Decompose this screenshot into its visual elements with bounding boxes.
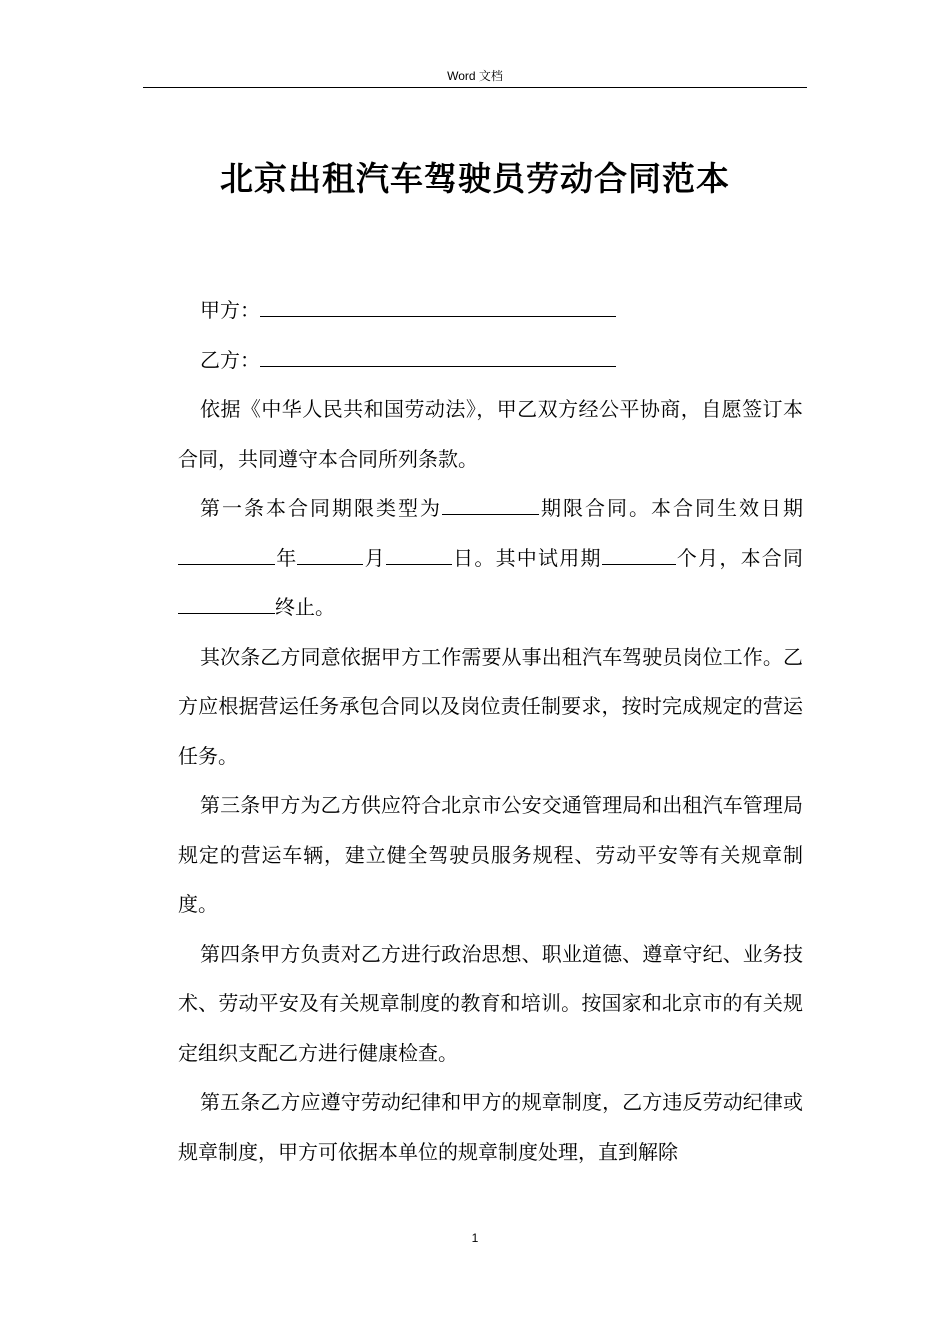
article-1-text-2: 期限合同。本合同生效日期 xyxy=(539,496,803,520)
article-1-text-5: 日。其中试用期 xyxy=(451,545,602,570)
party-a-label: 甲方： xyxy=(200,298,260,322)
header-divider xyxy=(143,87,807,88)
contract-type-blank[interactable] xyxy=(442,513,539,515)
article-1-text-6: 个月，本合同 xyxy=(675,545,804,570)
article-2-paragraph: 其次条乙方同意依据甲方工作需要从事出租汽车驾驶员岗位工作。乙方应根据营运任务承包合同以及岗位责任制要求，按时完成规定的营运任务。 xyxy=(178,644,803,768)
party-b-line xyxy=(178,336,803,386)
effective-year-blank[interactable] xyxy=(178,563,275,565)
effective-day-blank[interactable] xyxy=(386,563,452,565)
intro-paragraph: 依据《中华人民共和国劳动法》，甲乙双方经公平协商，自愿签订本合同，共同遵守本合同所列条款。 xyxy=(178,397,803,471)
party-a-blank[interactable] xyxy=(260,315,616,317)
article-4-paragraph: 第四条甲方负责对乙方进行政治思想、职业道德、遵章守纪、业务技术、劳动平安及有关规章制度的教育和培训。按国家和北京市的有关规定组织支配乙方进行健康检查。 xyxy=(178,941,803,1065)
article-1-text-3: 年 xyxy=(275,545,298,570)
page-number: 1 xyxy=(471,1231,479,1245)
article-1-paragraph xyxy=(178,484,803,633)
article-3-paragraph: 第三条甲方为乙方供应符合北京市公安交通管理局和出租汽车管理局规定的营运车辆，建立健全驾驶员服务规程、劳动平安等有关规章制度。 xyxy=(178,793,803,916)
probation-months-blank[interactable] xyxy=(602,563,676,565)
effective-month-blank[interactable] xyxy=(297,563,363,565)
article-1-text-1: 第一条本合同期限类型为 xyxy=(200,496,442,520)
document-title: 北京出租汽车驾驶员劳动合同范本 xyxy=(220,159,730,198)
party-b-label: 乙方： xyxy=(200,347,260,372)
termination-blank[interactable] xyxy=(178,612,275,614)
article-5-paragraph: 第五条乙方应遵守劳动纪律和甲方的规章制度，乙方违反劳动纪律或规章制度，甲方可依据本单位的规章制度处理，直到解除 xyxy=(178,1090,803,1164)
article-1-text-4: 月 xyxy=(363,545,386,570)
document-body xyxy=(178,286,803,1177)
party-b-blank[interactable] xyxy=(260,365,616,367)
article-1-text-7: 终止。 xyxy=(275,595,335,619)
party-a-line xyxy=(178,286,803,336)
page-header: Word 文档 xyxy=(447,69,503,83)
